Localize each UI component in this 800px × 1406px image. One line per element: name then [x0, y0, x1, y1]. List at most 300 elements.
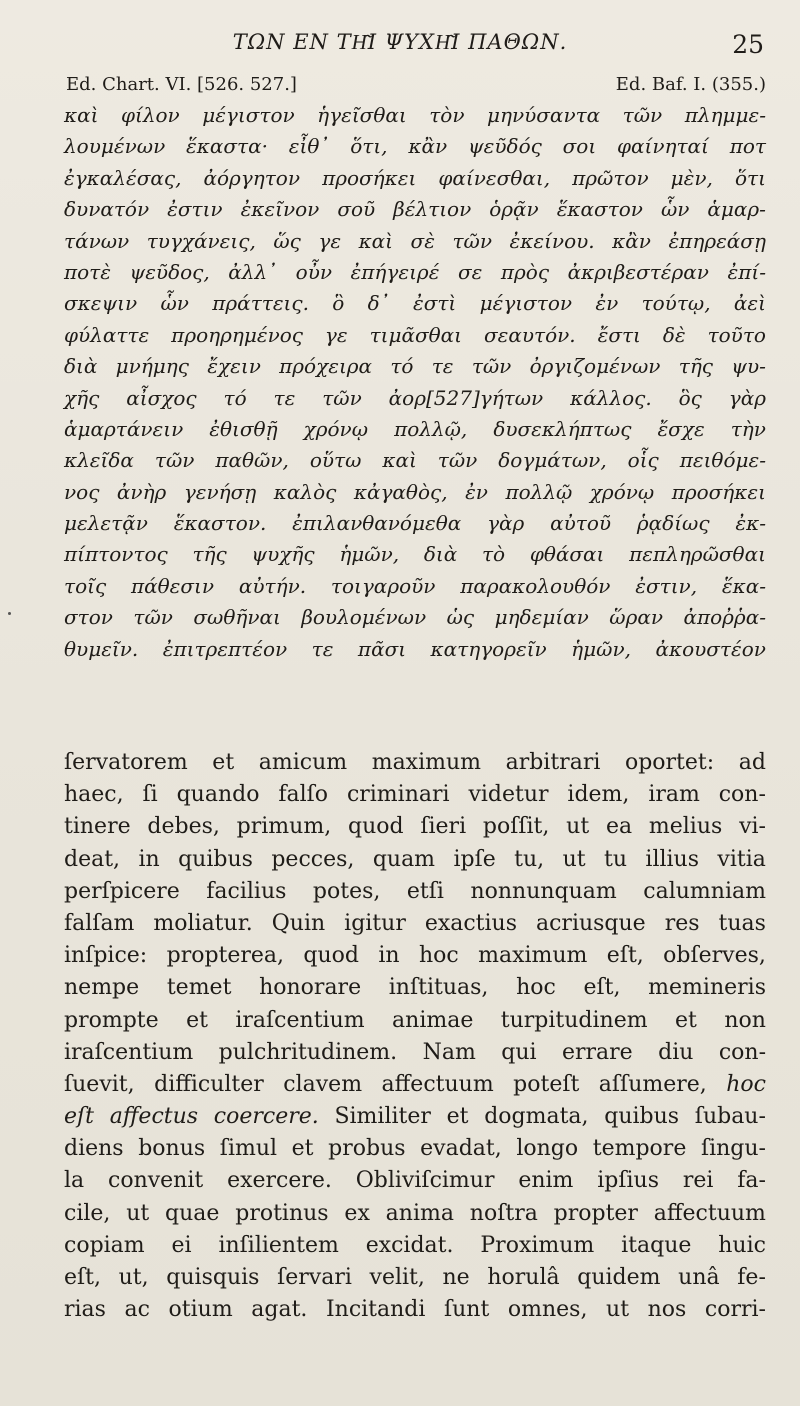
edition-reference-line [66, 74, 766, 100]
word: oportet: [624, 750, 715, 775]
word: inſpice: [64, 943, 148, 969]
word: quod [303, 943, 360, 969]
word: turpitudinem [500, 1007, 648, 1033]
word: quando [176, 782, 260, 808]
word: acriusque [535, 910, 646, 936]
word: ſieri [420, 814, 467, 840]
word: evadat, [420, 1136, 502, 1162]
word: γὰρ [728, 385, 766, 410]
greek-text-line [64, 194, 766, 225]
word: affectuum [381, 1071, 494, 1097]
word: criminari [346, 782, 450, 808]
word: ἡγεῖσθαι [317, 103, 407, 127]
word: δογμάτων, [498, 448, 607, 473]
word: τῶν [452, 228, 492, 253]
word: ſi [142, 782, 158, 808]
word: μηνύσαντα [486, 103, 601, 127]
word: affectuum [653, 1200, 766, 1226]
word: itaque [621, 1232, 692, 1258]
greek-text-line [64, 383, 766, 414]
page-number: 25 [732, 30, 764, 59]
word: ἔστι [597, 322, 641, 347]
edition-reference-chartier: Ed. Chart. VI. [526. 527.] [66, 74, 297, 95]
word: ῥᾳδίως [636, 511, 710, 536]
word: dogmata, [484, 1104, 589, 1130]
word: primum, [236, 814, 332, 840]
word: nonnunquam [470, 878, 617, 904]
word: φαίνεσθαι, [438, 165, 551, 190]
greek-text-line [64, 602, 766, 633]
greek-text-line [64, 571, 766, 602]
word: βέλτιον [393, 197, 472, 222]
word: tempore [592, 1136, 687, 1162]
word: in [138, 846, 160, 872]
word: quibus [604, 1104, 680, 1130]
word: ὧν [660, 197, 690, 222]
word: πρόχειρα [279, 354, 373, 379]
word: ψεῦδος, [129, 259, 210, 284]
word: δυσεκλήπτως [493, 416, 632, 441]
word: pecces, [271, 846, 355, 872]
word: τὸ [481, 542, 506, 567]
word: φύλαττε [64, 322, 150, 347]
word: ac [124, 1297, 150, 1323]
word: πολλῷ, [394, 416, 468, 441]
word: res [664, 910, 700, 936]
word: σωθῆναι [193, 605, 281, 630]
word: γε [324, 322, 348, 347]
word: memineris [648, 975, 766, 1001]
word: αὐτήν. [238, 573, 307, 598]
word: ἐπηρεάσῃ [668, 228, 766, 253]
word: τῶν [471, 354, 512, 379]
word: Similiter [334, 1104, 431, 1130]
word: maximum [478, 943, 588, 969]
word: animae [392, 1007, 474, 1033]
word: propter [553, 1200, 638, 1226]
word: difficulter [154, 1071, 264, 1097]
word: etſi [406, 878, 444, 904]
word: καὶ [382, 448, 417, 473]
word: Proximum [480, 1232, 595, 1258]
word: τῶν [133, 605, 173, 630]
latin-text-line [64, 972, 766, 1004]
word: νος [64, 479, 100, 504]
word: ἐπιλανθανόμεθα [292, 511, 462, 536]
word: ὀργιζομένων [529, 354, 661, 379]
word: θυμεῖν. [64, 636, 139, 661]
word: μέγιστον [202, 103, 295, 127]
word: ποτὲ [64, 259, 111, 284]
word: μηδεμίαν [494, 605, 589, 630]
word: ἕκαστον. [173, 511, 267, 536]
latin-text-line [64, 1069, 766, 1101]
word: τοῖς [64, 573, 107, 598]
word: στον [64, 605, 113, 630]
word: idem, [567, 782, 630, 808]
word: φαίνηταί [616, 134, 709, 159]
word: excidat. [365, 1232, 454, 1258]
word: rei [682, 1168, 714, 1194]
word: διὰ [64, 354, 98, 379]
word: πίπτοντος [64, 542, 168, 567]
word: μελετᾷν [64, 511, 148, 536]
word: prompte [64, 1007, 159, 1033]
word: τοιγαροῦν [330, 573, 436, 598]
word: ὃ [332, 291, 345, 316]
word: πράττεις. [212, 291, 309, 316]
word: igitur [344, 910, 406, 936]
word: πολλῷ [505, 479, 573, 504]
greek-text-line [64, 131, 766, 162]
greek-text-line [64, 163, 766, 194]
latin-text-line [64, 1294, 766, 1326]
word: Nam [422, 1039, 476, 1065]
word: maximum [371, 750, 482, 775]
word: melius [648, 814, 723, 840]
word: αὐτοῦ [550, 511, 612, 536]
word: δυνατόν [64, 197, 150, 222]
word: ſingu- [700, 1136, 766, 1162]
word: corri- [704, 1297, 766, 1323]
word: εἶθ᾽ [288, 134, 330, 159]
word: poteſt [513, 1071, 580, 1097]
word: ἀνὴρ [116, 479, 167, 504]
word: σκεψιν [64, 291, 138, 316]
word: calumniam [643, 878, 766, 904]
word: aſſumere, [598, 1071, 707, 1097]
word: παρακολουθόν [460, 573, 611, 598]
latin-text-line [64, 811, 766, 843]
word: τε [431, 354, 454, 379]
word: vi- [739, 814, 766, 840]
word: ἕκαστα· [186, 134, 268, 159]
word: enim [518, 1168, 574, 1194]
word: ut [606, 1297, 630, 1323]
word: μνήμης [115, 354, 189, 379]
word: temet [166, 975, 232, 1001]
word: τιμᾶσθαι [369, 322, 463, 347]
word: longo [516, 1136, 579, 1162]
word: παθῶν, [215, 448, 289, 473]
word: λουμένων [64, 134, 166, 159]
word: πειθόμε- [679, 448, 766, 473]
word: ἡμῶν, [339, 542, 400, 567]
word: ei [171, 1232, 192, 1258]
word: la [64, 1168, 85, 1194]
word: ἐστιν [167, 197, 223, 222]
word: τό [390, 354, 414, 379]
word: eſt, [64, 1265, 101, 1290]
running-head [0, 30, 800, 60]
word: σε [457, 259, 483, 284]
word: ἀλλ᾽ [228, 259, 278, 284]
word: προσήκει [671, 479, 766, 504]
word: eſt [64, 1104, 95, 1130]
word: προσήκει [322, 165, 417, 190]
word: pulchritudinem. [218, 1039, 398, 1065]
word: quae [165, 1200, 220, 1226]
word: τυγχάνεις, [146, 228, 256, 253]
word: ὥς [273, 228, 301, 253]
word: ἔσχε [657, 416, 705, 441]
word: coercere. [213, 1104, 319, 1130]
word: ἐπί- [727, 259, 766, 284]
word: ipſius [597, 1168, 660, 1194]
word: ſuevit, [64, 1071, 135, 1097]
word: copiam [64, 1232, 145, 1258]
word: propterea, [166, 943, 285, 969]
word: Incitandi [325, 1297, 426, 1323]
word: inſilientem [218, 1232, 339, 1258]
word: ne [442, 1265, 470, 1290]
greek-text-block [64, 100, 766, 665]
word: ſimul [219, 1136, 278, 1162]
word: nempe [64, 975, 140, 1001]
latin-text-line [64, 1198, 766, 1230]
word: amicum [258, 750, 348, 775]
word: non [724, 1007, 766, 1033]
word: unâ [678, 1265, 720, 1290]
word: illius [645, 846, 700, 872]
running-title: ΤΩΝ ΕΝ ΤΗ͂Ι ΨΥΧΗ͂Ι ΠΑΘΩΝ. [232, 30, 568, 54]
word: ἔχειν [207, 354, 261, 379]
word: errare [561, 1039, 633, 1065]
word: κἂν [612, 228, 651, 253]
word: σοι [562, 134, 597, 159]
word: ut [126, 1200, 150, 1226]
word: fe- [737, 1265, 766, 1290]
word: moliatur. [153, 910, 253, 936]
word: anima [385, 1200, 454, 1226]
word: μέγιστον [479, 291, 573, 316]
word: ipſe [453, 846, 496, 872]
word: hoc [418, 943, 459, 969]
word: quidem [577, 1265, 661, 1290]
word: honorare [259, 975, 362, 1001]
word: tinere [64, 814, 131, 840]
word: τῶν [322, 385, 362, 410]
word: in [378, 943, 400, 969]
greek-text-line [64, 351, 766, 382]
latin-text-line [64, 1133, 766, 1165]
greek-text-line [64, 539, 766, 570]
word: ὁρᾷν [489, 197, 539, 222]
word: horulâ [487, 1265, 560, 1290]
word: κλεῖδα [64, 448, 134, 473]
greek-text-line [64, 288, 766, 319]
word: αἶσχος [126, 385, 197, 410]
word: τε [311, 636, 334, 661]
word: χρόνῳ [589, 479, 655, 504]
word: ἀόργητον [203, 165, 301, 190]
word: velit, [369, 1265, 425, 1290]
word: γὰρ [487, 511, 525, 536]
word: ad [738, 750, 766, 775]
word: et [675, 1007, 697, 1033]
word: falſam [64, 910, 135, 936]
word: ut [562, 846, 586, 872]
word: σεαυτόν. [483, 322, 576, 347]
greek-text-line [64, 100, 766, 131]
word: ut [566, 814, 590, 840]
word: ἐπήγειρέ [350, 259, 440, 284]
word: φθάσαι [529, 542, 605, 567]
word: rias [64, 1297, 106, 1323]
word: ἀκουστέον [655, 636, 766, 661]
greek-text-line [64, 634, 766, 665]
word: ea [605, 814, 633, 840]
word: ἐγκαλέσας, [64, 165, 182, 190]
latin-text-line [64, 1005, 766, 1037]
word: ψεῦδός [467, 134, 542, 159]
word: χῆς [64, 385, 100, 410]
word: τῶν [437, 448, 478, 473]
word: iram [648, 782, 700, 808]
word: eſt, [606, 943, 644, 969]
latin-text-block [64, 747, 766, 1326]
edition-reference-basel: Ed. Baf. I. (355.) [615, 74, 766, 95]
word: qui [501, 1039, 537, 1065]
word: ἐστιν, [635, 573, 698, 598]
word: ἕκα- [721, 573, 766, 598]
word: κατηγορεῖν [430, 636, 547, 661]
word: ἀεὶ [733, 291, 766, 316]
latin-text-line [64, 1037, 766, 1069]
word: Quin [271, 910, 326, 936]
word: et [212, 750, 235, 775]
word: κἂν [408, 134, 448, 159]
word: haec, [64, 782, 124, 808]
word: obſerves, [663, 943, 766, 969]
latin-text-line [64, 940, 766, 972]
word: τε [273, 385, 296, 410]
word: noſtra [469, 1200, 538, 1226]
word: προηρημένος [171, 322, 303, 347]
greek-text-line [64, 477, 766, 508]
word: χρόνῳ [303, 416, 369, 441]
word: iraſcentium [235, 1007, 365, 1033]
latin-text-line [64, 747, 766, 779]
word: quam [372, 846, 436, 872]
word: ἐκεῖνον [240, 197, 320, 222]
word: δὲ [662, 322, 686, 347]
word: ἐπιτρεπτέον [162, 636, 288, 661]
word: ex [344, 1200, 370, 1226]
word: ſunt [444, 1297, 490, 1323]
word: ἐθισθῇ [209, 416, 278, 441]
word: et [186, 1007, 208, 1033]
word: ἐν [595, 291, 619, 316]
word: ἡμῶν, [571, 636, 631, 661]
greek-text-line [64, 226, 766, 257]
latin-text-line [64, 1262, 766, 1294]
word: ἐν [465, 479, 488, 504]
word: tu, [514, 846, 545, 872]
word: facilius [206, 878, 287, 904]
word: πᾶσι [357, 636, 407, 661]
word: πεπληρῶσθαι [629, 542, 766, 567]
latin-text-line [64, 908, 766, 940]
word: τῆς [192, 542, 227, 567]
word: ἕκαστον [556, 197, 643, 222]
word: ut, [118, 1265, 149, 1290]
word: potes, [312, 878, 381, 904]
word: ὥραν [609, 605, 664, 630]
word: exactius [424, 910, 518, 936]
word: ſervatorem [64, 750, 188, 775]
word: hoc [516, 975, 556, 1001]
word: otium [168, 1297, 233, 1323]
latin-text-line [64, 844, 766, 876]
word: con- [718, 1039, 766, 1065]
latin-text-line [64, 876, 766, 908]
word: σὲ [410, 228, 435, 253]
word: ἀορ[527]γήτων [388, 385, 544, 410]
word: τοῦτο [707, 322, 766, 347]
word: et [446, 1104, 469, 1130]
word: τό [223, 385, 247, 410]
word: ψυχῆς [251, 542, 315, 567]
word: hoc [726, 1071, 766, 1097]
word: διὰ [423, 542, 458, 567]
word: καὶ [64, 103, 99, 127]
word: τὴν [730, 416, 766, 441]
word: tu [603, 846, 627, 872]
word: ψυ- [731, 354, 766, 379]
latin-text-line [64, 1101, 766, 1133]
word: perſpicere [64, 878, 180, 904]
word: δ᾽ [367, 291, 390, 316]
word: exercere. [227, 1168, 332, 1194]
word: ſervari [277, 1265, 352, 1290]
word: τῶν [154, 448, 195, 473]
word: con- [718, 782, 766, 808]
word: cile, [64, 1200, 111, 1226]
word: debes, [147, 814, 220, 840]
word: τῶν [622, 103, 663, 127]
word: quibus [178, 846, 253, 872]
word: μὲν, [670, 165, 713, 190]
word: protinus [235, 1200, 329, 1226]
word: ποτ [729, 134, 766, 159]
word: ſubau- [694, 1104, 766, 1130]
word: diens [64, 1136, 124, 1162]
margin-mark [8, 612, 11, 615]
word: tuas [718, 910, 766, 936]
word: πάθεσιν [130, 573, 215, 598]
word: ὧν [160, 291, 189, 316]
word: eſt, [583, 975, 621, 1001]
word: huic [718, 1232, 766, 1258]
word: γενήσῃ [183, 479, 257, 504]
word: omnes, [507, 1297, 588, 1323]
word: ἐκείνου. [509, 228, 595, 253]
word: σοῦ [337, 197, 376, 222]
word: κἀγαθὸς, [353, 479, 448, 504]
word: ὡς [446, 605, 475, 630]
word: nos [647, 1297, 687, 1323]
word: πρῶτον [572, 165, 649, 190]
word: τῆς [678, 354, 713, 379]
word: probus [328, 1136, 406, 1162]
word: deat, [64, 846, 121, 872]
word: ἀκριβεστέραν [567, 259, 709, 284]
word: βουλομένων [301, 605, 427, 630]
word: inſtituas, [388, 975, 489, 1001]
word: et [291, 1136, 314, 1162]
word: γε [318, 228, 342, 253]
